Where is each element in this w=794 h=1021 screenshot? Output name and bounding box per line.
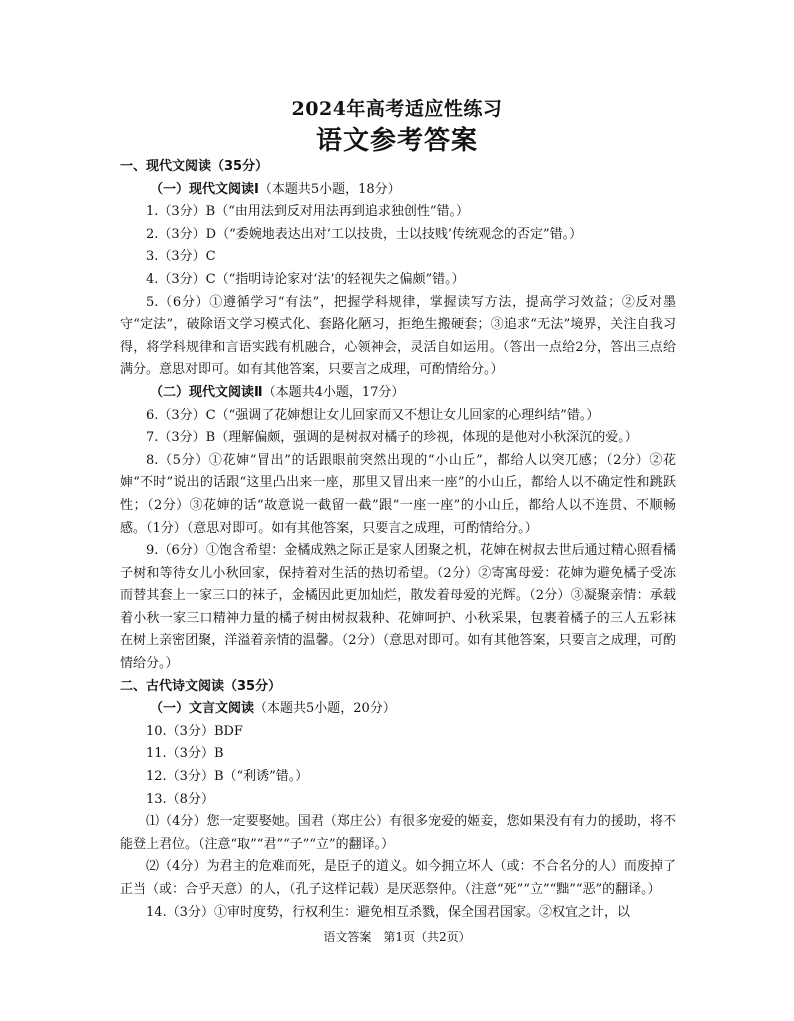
page-footer: 语文答案 第1页（共2页） xyxy=(323,930,471,944)
answer-item-1: 1.（3分）B（“由用法到反对用法再到追求独创性”错。） xyxy=(146,204,470,220)
subsection-heading-modern-reading-2 xyxy=(120,382,676,405)
answer-item-4: 4.（3分）C（“指明诗论家对‘法’的轻视失之偏颇”错。） xyxy=(146,271,465,287)
subsection-note: （本题共5小题，20分） xyxy=(254,701,396,717)
answer-item-13-part-2: ⑵（4分）为君主的危难而死，是臣子的道义。如今拥立坏人（或：不合名分的人）而废掉了正当（或：合乎天意）的人，（孔子这样记载）是厌恶祭仲。（注意“死”“立”“黜”“恶”的翻译。） xyxy=(120,859,676,897)
answer-item-5: 5.（6分）①遵循学习“有法”，把握学科规律，掌握读写方法，提高学习效益；②反对墨守“定法”，破除语文学习模式化、套路化陋习，拒绝生搬硬套；③追求“无法”境界，关注自我习得，将学科规律和言语实践有机融合，心领神会，灵活自如运用。（答出一点给2分，答出三点给满分。意思对即可。如有其他答案，只要言之成理，可酌情给分。） xyxy=(120,294,676,378)
subsection-heading-modern-reading-1 xyxy=(120,179,676,202)
subsection-heading-classical-prose xyxy=(120,698,676,721)
subsection-label: （一）现代文阅读Ⅰ xyxy=(150,181,259,197)
answer-content xyxy=(120,156,676,924)
answer-item-3: 3.（3分）C xyxy=(146,249,216,265)
answer-item-2: 2.（3分）D（“委婉地表达出对‘工以技贵，士以技贱’传统观念的否定”错。） xyxy=(146,226,583,242)
answer-item-13: 13.（8分） xyxy=(146,791,214,807)
answer-item-9: 9.（6分）①饱含希望：金橘成熟之际正是家人团聚之机，花婶在树叔去世后通过精心照看橘子树和等待女儿小秋回家，保持着对生活的热切希望。（2分）②寄寓母爱：花婶为避免橘子受冻而替其套上一家三口的袜子，金橘因此更加灿烂，散发着母爱的光辉。（2分）③凝聚亲情：承载着小秋一家三口精神力量的橘子树由树叔栽种、花婶呵护、小秋采果，包裹着橘子的三人五彩袜在树上亲密团聚，洋溢着亲情的温馨。（2分）（意思对即可。如有其他答案，只要言之成理，可酌情给分。） xyxy=(120,543,676,672)
document-title: 语文参考答案 xyxy=(315,126,478,156)
subsection-label: （一）文言文阅读 xyxy=(150,701,255,717)
answer-item-12: 12.（3分）B（“利诱”错。） xyxy=(146,769,309,785)
subsection-label: （二）现代文阅读Ⅱ xyxy=(150,384,263,400)
answer-item-14: 14.（3分）①审时度势，行权利生：避免相互杀戮，保全国君国家。②权宜之计，以 xyxy=(146,904,630,920)
answer-item-13-part-1: ⑴（4分）您一定要娶她。国君（郑庄公）有很多宠爱的姬妾，您如果没有有力的援助，将不能登上君位。（注意“取”“君”“子”“立”的翻译。） xyxy=(120,814,676,852)
answer-item-6: 6.（3分）C（“强调了花婶想让女儿回家而又不想让女儿回家的心理纠结”错。） xyxy=(146,407,600,423)
answer-item-7: 7.（3分）B（理解偏颇，强调的是树叔对橘子的珍视，体现的是他对小秋深沉的爱。） xyxy=(146,430,638,446)
subsection-note: （本题共4小题，17分） xyxy=(262,384,405,400)
answer-item-8: 8.（5分）①花婶“冒出”的话跟眼前突然出现的“小山丘”，都给人以突兀感；（2分）②花婶“不时”说出的话跟“这里凸出来一座，那里又冒出来一座”的小山丘，都给人以不确定性和跳跃性；（2分）③花婶的话“故意说一截留一截”跟“一座一座”的小山丘，都给人以不连贯、不顺畅感。（1分）（意思对即可。如有其他答案，只要言之成理，可酌情给分。） xyxy=(120,452,676,536)
answer-item-10: 10.（3分）BDF xyxy=(146,723,243,739)
section-heading-modern-reading: 一、现代文阅读（35分） xyxy=(120,159,269,174)
section-heading-classical-reading: 二、古代诗文阅读（35分） xyxy=(120,678,282,694)
exam-title: 2024年高考适应性练习 xyxy=(291,98,503,120)
subsection-note: （本题共5小题，18分） xyxy=(258,181,401,197)
answer-item-11: 11.（3分）B xyxy=(146,746,224,762)
